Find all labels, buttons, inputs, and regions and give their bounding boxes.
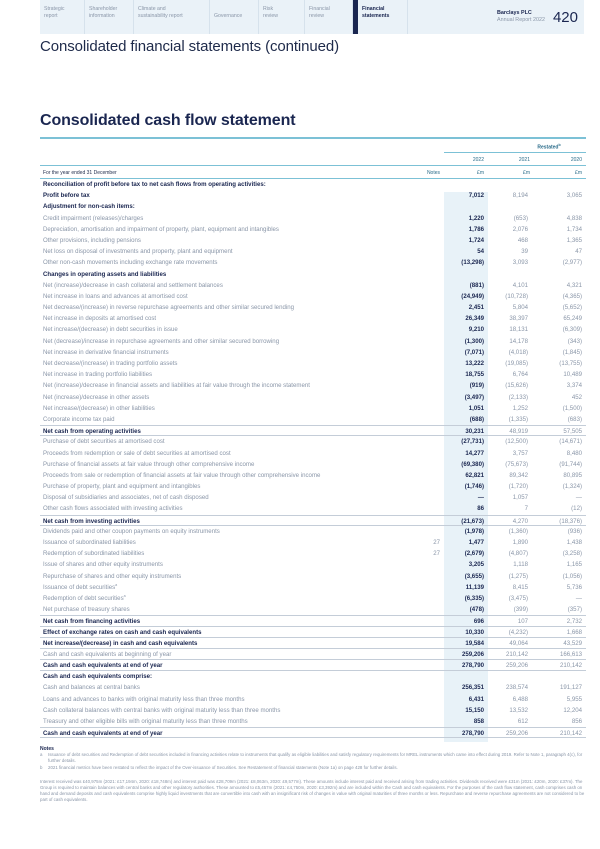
col-2022-unit: £m bbox=[477, 170, 484, 176]
value-2021: 7 bbox=[524, 505, 528, 513]
table-row bbox=[40, 336, 586, 347]
row-label: Loans and advances to banks with original maturity less than three months bbox=[43, 695, 245, 703]
value-2021: 6,764 bbox=[512, 371, 528, 379]
row-label: Cash and cash equivalents at end of year bbox=[43, 662, 163, 670]
value-2020: (1,324) bbox=[562, 483, 582, 491]
value-2020: (936) bbox=[567, 527, 582, 535]
total-row bbox=[40, 615, 586, 626]
row-label: Net purchase of treasury shares bbox=[43, 606, 130, 614]
value-2020: 1,734 bbox=[566, 225, 582, 233]
table-row bbox=[40, 582, 586, 593]
row-label: Corporate income tax paid bbox=[43, 415, 115, 423]
value-2021: 468 bbox=[517, 236, 528, 244]
nav-tab-line2: report bbox=[44, 12, 58, 19]
table-row bbox=[40, 470, 586, 481]
row-label: Redemption of subordinated liabilities bbox=[43, 550, 145, 558]
restated-label: Restated$^b$ bbox=[537, 143, 561, 151]
table-row bbox=[40, 291, 586, 302]
nav-tab-line2: review bbox=[309, 12, 324, 19]
value-2020: (5,652) bbox=[562, 304, 582, 312]
total-row bbox=[40, 660, 586, 671]
row-label: Changes in operating assets and liabilities bbox=[43, 270, 167, 278]
row-label: Other provisions, including pensions bbox=[43, 236, 141, 244]
table-row bbox=[40, 224, 586, 235]
table-row bbox=[40, 593, 586, 604]
value-2022: 256,351 bbox=[461, 684, 484, 692]
value-2021: 13,532 bbox=[509, 706, 528, 714]
nav-tab-line2: review bbox=[263, 12, 278, 19]
value-2022: 7,012 bbox=[468, 192, 484, 200]
value-2021: (1,335) bbox=[508, 415, 528, 423]
row-label: Net increase in deposits at amortised cost bbox=[43, 315, 157, 323]
table-row bbox=[40, 604, 586, 615]
section-heading-row bbox=[40, 201, 586, 212]
value-2022: (27,731) bbox=[461, 438, 484, 446]
nav-tab-line1: Shareholder bbox=[89, 6, 118, 12]
page-number: 420 bbox=[552, 8, 578, 26]
row-label: Net decrease/(increase) in reverse repurchase agreements and other similar secured lending bbox=[43, 304, 294, 312]
table-row bbox=[40, 235, 586, 246]
row-label: Proceeds from redemption or sale of debt securities at amortised cost bbox=[43, 449, 231, 457]
row-label: Net loss on disposal of investments and property, plant and equipment bbox=[43, 248, 233, 256]
value-2021: (1,275) bbox=[508, 572, 528, 580]
value-2022: (688) bbox=[469, 415, 484, 423]
table-row bbox=[40, 302, 586, 313]
value-2021: 48,919 bbox=[509, 428, 528, 436]
brand-block bbox=[497, 0, 584, 34]
value-2020: 57,505 bbox=[563, 428, 582, 436]
table-row bbox=[40, 257, 586, 268]
row-label: Purchase of financial assets at fair value through other comprehensive income bbox=[43, 460, 255, 468]
value-2021: 3,757 bbox=[512, 449, 528, 457]
value-2021: 5,804 bbox=[512, 304, 528, 312]
value-2021: 3,093 bbox=[512, 259, 528, 267]
value-2020: 856 bbox=[571, 718, 582, 725]
value-2021: 8,194 bbox=[512, 192, 528, 200]
table-row bbox=[40, 694, 586, 705]
row-label: Net increase/(decrease) in cash and cash equivalents bbox=[43, 639, 198, 647]
row-label: Net (decrease)/increase in repurchase agreements and other similar secured borrowing bbox=[43, 337, 280, 345]
value-2022: 6,431 bbox=[468, 695, 484, 703]
nav-tab-line2: sustainability report bbox=[138, 12, 183, 19]
nav-tab-line2: statements bbox=[362, 12, 390, 19]
table-row bbox=[40, 414, 586, 425]
row-label: Net increase/(decrease) in other liabilities bbox=[43, 404, 155, 412]
value-2022: (2,679) bbox=[464, 550, 484, 558]
value-2022: (1,746) bbox=[464, 483, 484, 491]
value-2020: 3,374 bbox=[566, 382, 582, 390]
footnote-b bbox=[40, 765, 586, 771]
value-2022: (3,655) bbox=[464, 572, 484, 580]
value-2021: (4,232) bbox=[508, 628, 528, 636]
value-2021: 39 bbox=[521, 248, 528, 256]
table-row bbox=[40, 403, 586, 414]
table-row bbox=[40, 526, 586, 537]
value-2022: 10,330 bbox=[465, 628, 484, 636]
page-heading: Consolidated financial statements (continued) bbox=[40, 38, 340, 55]
value-2021: 1,890 bbox=[512, 539, 528, 546]
value-2021: (10,728) bbox=[505, 292, 528, 300]
row-label: Purchase of property, plant and equipment and intangibles bbox=[43, 483, 201, 491]
value-2022: 14,277 bbox=[465, 449, 484, 457]
nav-tab-financial-statements[interactable] bbox=[353, 0, 408, 34]
table-body bbox=[40, 179, 586, 738]
footnote-text: Issuance of debt securities and Redemption of debt securities included in financing activities relate to instruments that qualify as eligible liabilities and satisfy regulatory requirements for MREL instruments which came into effect during 2019. Refer to Note 1, paragraph 4(c), for further details. bbox=[48, 752, 583, 764]
value-2020: (1,056) bbox=[562, 572, 582, 580]
value-2020: 47 bbox=[575, 248, 582, 256]
value-2020: 65,249 bbox=[563, 315, 582, 323]
value-2021: (19,085) bbox=[505, 360, 528, 367]
value-2022: (21,673) bbox=[461, 517, 484, 525]
value-2022: 9,210 bbox=[468, 326, 484, 334]
value-2022: 86 bbox=[477, 505, 484, 513]
table-row bbox=[40, 358, 586, 369]
nav-tab-line1: Climate and bbox=[138, 6, 166, 12]
table-row bbox=[40, 448, 586, 459]
value-2020: (357) bbox=[567, 606, 582, 614]
nav-tab-financial-review[interactable] bbox=[305, 0, 353, 34]
value-2022: 278,790 bbox=[461, 730, 484, 738]
value-2020: (1,500) bbox=[562, 404, 582, 412]
value-2020: 452 bbox=[571, 393, 582, 401]
value-2020: 210,142 bbox=[559, 730, 582, 738]
table-row bbox=[40, 380, 586, 391]
value-2021: 89,342 bbox=[509, 471, 528, 479]
brand-name: Barclays PLC bbox=[497, 10, 532, 16]
value-2020: 10,489 bbox=[563, 371, 582, 379]
table-row bbox=[40, 313, 586, 324]
row-label: Cash and balances at central banks bbox=[43, 684, 140, 692]
value-2021: (1,720) bbox=[508, 483, 528, 491]
row-label: Profit before tax bbox=[43, 192, 90, 200]
value-2022: 18,755 bbox=[465, 371, 484, 379]
value-2021: 259,206 bbox=[505, 662, 528, 670]
row-label: Net decrease/(increase) in trading portfolio assets bbox=[43, 360, 178, 367]
value-2022: (24,949) bbox=[461, 292, 484, 300]
table-row bbox=[40, 682, 586, 693]
row-label: Cash and cash equivalents at end of year bbox=[43, 730, 163, 738]
top-navigation bbox=[40, 0, 584, 34]
value-2020: 1,668 bbox=[566, 628, 582, 636]
nav-tab-line1: Strategic bbox=[44, 6, 65, 12]
value-2021: 1,252 bbox=[512, 404, 528, 412]
row-note-ref: 27 bbox=[433, 550, 440, 558]
value-2022: 1,220 bbox=[468, 214, 484, 222]
row-label: Disposal of subsidiaries and associates, net of cash disposed bbox=[43, 494, 209, 502]
row-note-ref: 27 bbox=[433, 539, 440, 546]
row-label: Repurchase of shares and other equity instruments bbox=[43, 572, 182, 580]
total-row bbox=[40, 190, 586, 201]
notes-paragraph: Interest received was £40,975m (2021: £17,194m, 2020: £18,748m) and interest paid was £28,709m (2021: £8,063m, 2020: £9,577m). These amounts include interest paid and received arising from trading activities. Dividends received were £31m (2021: £20m, 2020: £37m). The Group is required to maintain balances with central banks and other regulatory authorities. These amounted to £5,457m (2021: £4,750m, 2020: £3,392m) and are included within the Cash and cash equivalents. For the purposes of the cash flow statement, cash comprises cash on hand and demand deposits and cash equivalents comprise highly liquid investments that are convertible into cash with an insignificant risk of changes in value with original maturities of three months or less. Repurchase and reverse repurchase agreements are not considered to be part of cash equivalents. bbox=[40, 778, 585, 803]
row-label: Net cash from financing activities bbox=[43, 618, 141, 626]
value-2022: (69,380) bbox=[461, 460, 484, 468]
value-2022: (919) bbox=[469, 382, 484, 390]
row-label: Purchase of debt securities at amortised cost bbox=[43, 438, 165, 446]
table-row bbox=[40, 649, 586, 660]
table-row bbox=[40, 369, 586, 380]
row-label: Credit impairment (releases)/charges bbox=[43, 214, 144, 222]
value-2020: — bbox=[575, 494, 582, 502]
value-2022: 3,205 bbox=[468, 561, 484, 569]
value-2020: (91,744) bbox=[559, 460, 582, 468]
value-2022: 1,051 bbox=[468, 404, 484, 412]
value-2022: 13,222 bbox=[465, 360, 484, 367]
row-label: Proceeds from sale or redemption of financial assets at fair value through other comprehensive income bbox=[43, 471, 321, 479]
table-row bbox=[40, 481, 586, 492]
value-2022: 19,584 bbox=[465, 639, 484, 647]
value-2022: 26,349 bbox=[465, 315, 484, 323]
row-label: Net increase/(decrease) in debt securities in issue bbox=[43, 326, 178, 334]
value-2022: 30,231 bbox=[465, 428, 484, 436]
row-label: Issuance of subordinated liabilities bbox=[43, 539, 136, 546]
value-2021: (15,626) bbox=[505, 382, 528, 390]
value-2022: 278,790 bbox=[461, 662, 484, 670]
value-2022: — bbox=[477, 494, 484, 502]
row-label: Issuance of debt securities$^a$ bbox=[43, 582, 118, 591]
total-row bbox=[40, 515, 586, 526]
table-row bbox=[40, 436, 586, 447]
value-2021: 1,118 bbox=[513, 561, 528, 569]
row-label: Net increase in loans and advances at amortised cost bbox=[43, 292, 188, 300]
value-2020: 2,732 bbox=[566, 618, 582, 626]
value-2020: 4,838 bbox=[566, 214, 582, 222]
notes-section bbox=[40, 746, 586, 804]
row-label: Cash and cash equivalents comprise: bbox=[43, 673, 153, 681]
nav-tab-governance[interactable] bbox=[210, 0, 259, 34]
row-label: Cash collateral balances with central banks with original maturity less than three months bbox=[43, 706, 281, 714]
row-label: Depreciation, amortisation and impairment of property, plant, equipment and intangibles bbox=[43, 225, 279, 233]
value-2020: 12,204 bbox=[563, 706, 582, 714]
table-row bbox=[40, 503, 586, 514]
col-2022-header: 2022 bbox=[472, 157, 484, 163]
value-2020: (13,755) bbox=[559, 360, 582, 367]
row-label: Net cash from operating activities bbox=[43, 428, 141, 436]
value-2020: 1,365 bbox=[566, 236, 582, 244]
value-2021: (4,807) bbox=[508, 550, 528, 558]
value-2020: 191,127 bbox=[559, 684, 582, 692]
value-2021: (75,673) bbox=[505, 460, 528, 468]
row-label: Reconciliation of profit before tax to net cash flows from operating activities: bbox=[43, 181, 266, 188]
value-2022: 1,724 bbox=[468, 236, 484, 244]
table-row bbox=[40, 716, 586, 727]
table-caption: For the year ended 31 December bbox=[43, 170, 117, 176]
value-2020: (2,977) bbox=[562, 259, 582, 267]
section-heading-row bbox=[40, 671, 586, 682]
row-label: Net (increase)/decrease in cash collateral and settlement balances bbox=[43, 281, 223, 289]
table-row bbox=[40, 324, 586, 335]
value-2022: (6,335) bbox=[464, 594, 484, 602]
restated-header bbox=[40, 139, 586, 153]
table-row bbox=[40, 571, 586, 582]
unit-header-row bbox=[40, 166, 586, 179]
table-row bbox=[40, 213, 586, 224]
value-2021: 4,101 bbox=[512, 281, 528, 289]
nav-tab-line1: Financial bbox=[362, 6, 385, 12]
value-2020: 80,895 bbox=[563, 471, 582, 479]
value-2022: (1,978) bbox=[464, 527, 484, 535]
value-2022: 11,139 bbox=[465, 583, 484, 591]
value-2021: 612 bbox=[517, 718, 528, 725]
table-row bbox=[40, 548, 586, 559]
total-row bbox=[40, 638, 586, 649]
value-2022: (7,071) bbox=[464, 348, 484, 356]
value-2020: (343) bbox=[567, 337, 582, 345]
col-2020-unit: £m bbox=[575, 170, 582, 176]
value-2021: (3,475) bbox=[508, 594, 528, 602]
value-2020: (683) bbox=[567, 415, 582, 423]
value-2021: 210,142 bbox=[505, 650, 528, 658]
nav-tab-shareholder-information[interactable] bbox=[85, 0, 134, 34]
footnote-marker: a bbox=[115, 582, 118, 587]
value-2020: (14,671) bbox=[559, 438, 582, 446]
row-label: Issue of shares and other equity instruments bbox=[43, 561, 163, 569]
value-2020: 210,142 bbox=[559, 662, 582, 670]
value-2020: (12) bbox=[571, 505, 582, 513]
nav-tab-line1: Financial bbox=[309, 6, 330, 12]
nav-tab-line2: information bbox=[89, 12, 115, 19]
section-heading-row bbox=[40, 179, 586, 190]
value-2021: (399) bbox=[513, 606, 528, 614]
section-title: Consolidated cash flow statement bbox=[40, 112, 296, 129]
value-2021: 14,178 bbox=[509, 337, 528, 345]
table-row bbox=[40, 347, 586, 358]
nav-tab-strategic-report[interactable] bbox=[40, 0, 85, 34]
value-2021: 238,574 bbox=[505, 684, 528, 692]
value-2022: 259,206 bbox=[461, 650, 484, 658]
notes-title: Notes bbox=[40, 746, 54, 752]
value-2020: 4,321 bbox=[566, 281, 582, 289]
value-2020: 166,613 bbox=[559, 650, 582, 658]
value-2022: (478) bbox=[469, 606, 484, 614]
row-label: Net cash from investing activities bbox=[43, 517, 140, 525]
value-2020: (1,845) bbox=[562, 348, 582, 356]
value-2022: (881) bbox=[469, 281, 484, 289]
row-label: Other non-cash movements including exchange rate movements bbox=[43, 259, 218, 267]
nav-tab-line2: Governance bbox=[214, 13, 243, 19]
value-2022: 15,150 bbox=[465, 706, 484, 714]
value-2020: 3,065 bbox=[566, 192, 582, 200]
value-2022: 1,477 bbox=[468, 539, 484, 546]
table-row bbox=[40, 492, 586, 503]
brand-text bbox=[497, 10, 545, 24]
table-row bbox=[40, 392, 586, 403]
value-2020: 43,529 bbox=[563, 639, 582, 647]
row-label: Net (increase)/decrease in other assets bbox=[43, 393, 150, 401]
value-2021: (12,500) bbox=[505, 438, 528, 446]
row-label: Net increase in derivative financial instruments bbox=[43, 348, 169, 356]
value-2021: 259,206 bbox=[505, 730, 528, 738]
value-2020: 5,955 bbox=[566, 695, 582, 703]
notes-col-header: Notes bbox=[426, 170, 440, 176]
footnote-letter: a bbox=[40, 752, 43, 758]
value-2021: 6,488 bbox=[512, 695, 528, 703]
value-2021: 38,397 bbox=[509, 315, 528, 323]
row-label: Effect of exchange rates on cash and cash equivalents bbox=[43, 628, 202, 636]
cash-flow-table bbox=[40, 137, 586, 738]
nav-tab-line1: Risk bbox=[263, 6, 274, 12]
col-2021-unit: £m bbox=[523, 170, 530, 176]
row-label: Dividends paid and other coupon payments on equity instruments bbox=[43, 527, 220, 535]
table-row bbox=[40, 246, 586, 257]
value-2021: 4,270 bbox=[512, 517, 528, 525]
nav-tab-risk-review[interactable] bbox=[259, 0, 305, 34]
row-label: Redemption of debt securities$^a$ bbox=[43, 593, 126, 602]
value-2022: 858 bbox=[473, 718, 484, 725]
value-2021: 1,057 bbox=[512, 494, 528, 502]
col-2020-header: 2020 bbox=[570, 157, 582, 163]
value-2022: 54 bbox=[477, 248, 484, 256]
value-2020: 8,480 bbox=[566, 449, 582, 457]
row-label: Other cash flows associated with investing activities bbox=[43, 505, 183, 513]
value-2020: (18,376) bbox=[559, 517, 582, 525]
footnote-marker: a bbox=[123, 593, 126, 598]
value-2022: 696 bbox=[473, 618, 484, 626]
value-2022: (1,300) bbox=[464, 337, 484, 345]
value-2021: (2,133) bbox=[508, 393, 528, 401]
note-list bbox=[40, 752, 586, 771]
value-2022: 1,786 bbox=[468, 225, 484, 233]
footnote-a bbox=[40, 752, 586, 764]
table-row bbox=[40, 705, 586, 716]
value-2021: 2,076 bbox=[512, 225, 528, 233]
value-2022: (3,497) bbox=[464, 393, 484, 401]
row-label: Treasury and other eligible bills with original maturity less than three months bbox=[43, 718, 248, 725]
value-2020: (4,365) bbox=[562, 292, 582, 300]
value-2020: (6,309) bbox=[562, 326, 582, 334]
value-2021: 18,131 bbox=[509, 326, 528, 334]
value-2021: 8,415 bbox=[512, 583, 528, 591]
year-header-row bbox=[40, 153, 586, 166]
footnote-text: 2021 financial metrics have been restated to reflect the impact of the Over-issuance of Securities. See Restatement of financial statements (Note 1a) on page 428 for further details. bbox=[48, 764, 398, 770]
table-row bbox=[40, 537, 586, 548]
value-2020: 5,736 bbox=[566, 583, 582, 591]
value-2021: 107 bbox=[517, 618, 528, 626]
table-row bbox=[40, 280, 586, 291]
footnote-letter: b bbox=[40, 764, 43, 770]
value-2021: (4,018) bbox=[508, 348, 528, 356]
value-2021: (653) bbox=[513, 214, 528, 222]
value-2022: (13,298) bbox=[461, 259, 484, 267]
total-row bbox=[40, 425, 586, 436]
report-title: Annual Report 2022 bbox=[497, 17, 545, 23]
value-2020: 1,438 bbox=[566, 539, 582, 546]
value-2020: 1,165 bbox=[566, 561, 582, 569]
value-2021: (1,360) bbox=[508, 527, 528, 535]
total-row bbox=[40, 627, 586, 638]
value-2020: (3,258) bbox=[562, 550, 582, 558]
row-label: Adjustment for non-cash items: bbox=[43, 203, 135, 211]
value-2022: 62,821 bbox=[465, 471, 484, 479]
row-label: Net increase in trading portfolio liabilities bbox=[43, 371, 153, 379]
total-row bbox=[40, 727, 586, 738]
section-heading-row bbox=[40, 269, 586, 280]
table-row bbox=[40, 559, 586, 570]
row-label: Net (increase)/decrease in financial assets and liabilities at fair value through the income statement bbox=[43, 382, 310, 390]
row-label: Cash and cash equivalents at beginning of year bbox=[43, 650, 172, 658]
value-2021: 49,064 bbox=[509, 639, 528, 647]
value-2020: — bbox=[575, 594, 582, 602]
value-2022: 2,451 bbox=[468, 304, 484, 312]
nav-tab-climate-and-sustainability-report[interactable] bbox=[134, 0, 210, 34]
table-row bbox=[40, 459, 586, 470]
col-2021-header: 2021 bbox=[518, 157, 530, 163]
